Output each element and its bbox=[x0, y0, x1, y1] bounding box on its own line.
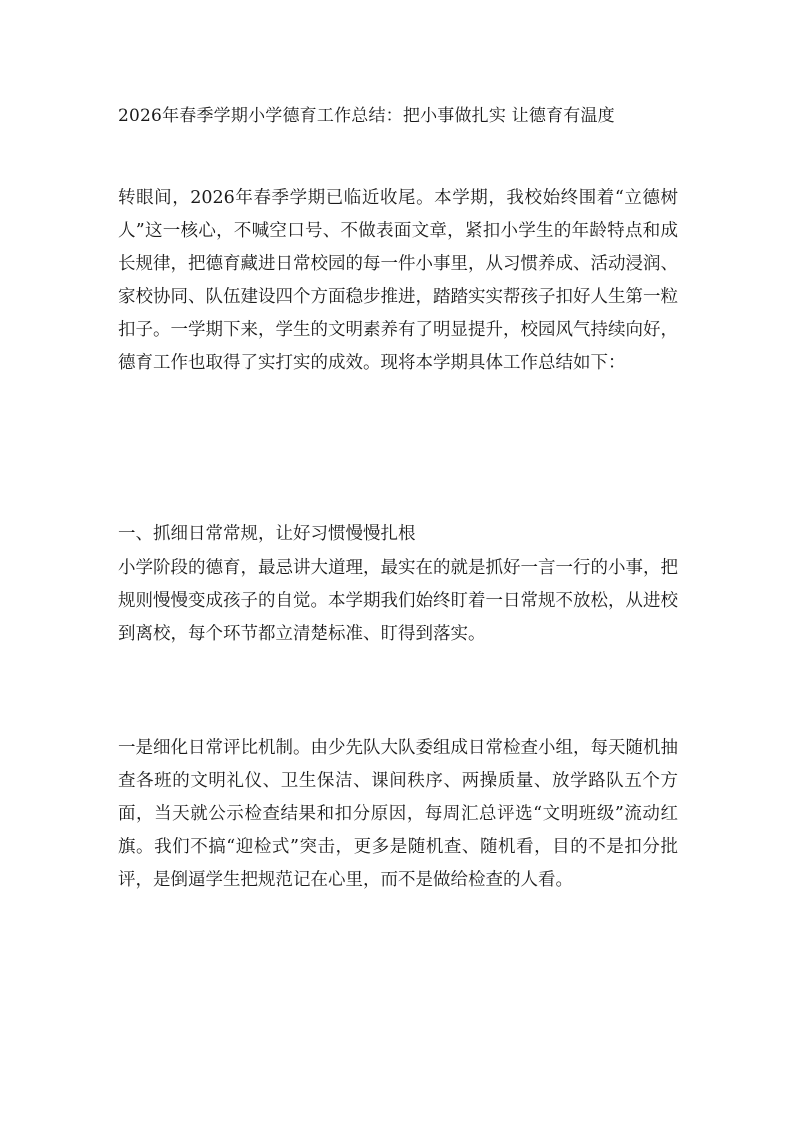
intro-paragraph: 转眼间，2026年春季学期已临近收尾。本学期，我校始终围着“立德树人”这一核心，不喊空口号、不做表面文章，紧扣小学生的年龄特点和成长规律，把德育藏进日常校园的每一件小事里，从习惯养成、活动浸润、家校协同、队伍建设四个方面稳步推进，踏踏实实帮孩子扣好人生第一粒扣子。一学期下来，学生的文明素养有了明显提升，校园风气持续向好，德育工作也取得了实打实的成效。现将本学期具体工作总结如下： bbox=[118, 188, 678, 373]
section-1-paragraph-2: 一是细化日常评比机制。由少先队大队委组成日常检查小组，每天随机抽查各班的文明礼仪、卫生保洁、课间秩序、两操质量、放学路队五个方面，当天就公示检查结果和扣分原因，每周汇总评选“文明班级”流动红旗。我们不搞“迎检式”突击，更多是随机查、随机看，目的不是扣分批评，是倒逼学生把规范记在心里，而不是做给检查的人看。 bbox=[118, 738, 678, 890]
document-title: 2026年春季学期小学德育工作总结：把小事做扎实 让德育有温度 bbox=[118, 106, 615, 126]
section-1-paragraph-1: 小学阶段的德育，最忌讲大道理，最实在的就是抓好一言一行的小事，把规则慢慢变成孩子的自觉。本学期我们始终盯着一日常规不放松，从进校到离校，每个环节都立清楚标准、盯得到落实。 bbox=[118, 558, 678, 644]
section-1-heading: 一、抓细日常常规，让好习惯慢慢扎根 bbox=[118, 524, 416, 544]
